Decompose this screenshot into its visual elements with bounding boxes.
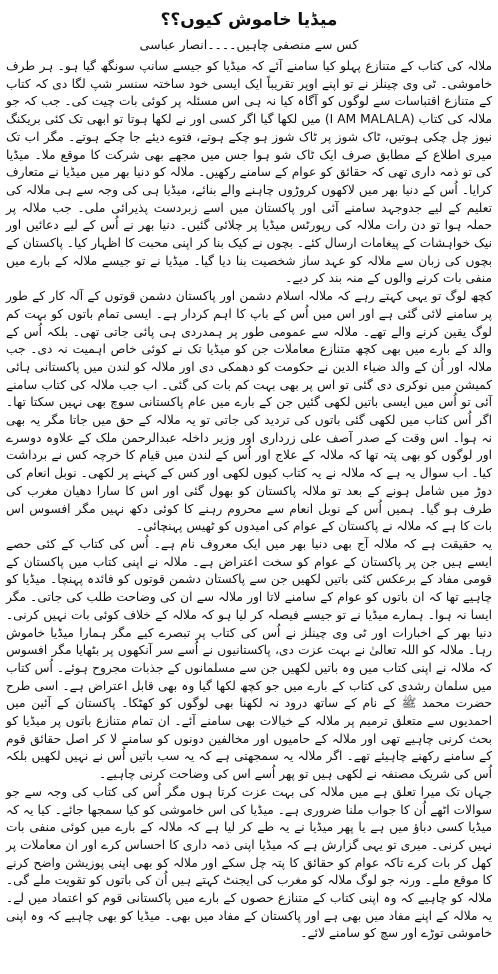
article-paragraph: ملالہ کی کتاب کے متنازع پہلو کیا سامنے آئے کہ میڈیا کو جیسے سانپ سونگھ گیا ہو۔ ہر طرف خاموشی۔ ٹی وی چینلز نے تو اپنے اوپر تقریباً ایک ایسی خود ساختہ سنسر شپ لگا دی کہ کتاب کے متنازع اقتباسات سے لوگوں کو آگاہ کیا نہ ہی اس مسئلہ پر کوئی بات چیت کی۔ جب کہ جو ملالہ کی کتاب (I AM MALALA) میں لکھا گیا اگر کسی اور نے لکھا ہوتا تو ابھی تک کئی بریکنگ نیوز چل چکی ہوتیں، ٹاک شوز پر ٹاک شوز ہو چکے ہوتے، فتوے دیئے جا چکے ہوتے۔ مگر اب تک میری اطلاع کے مطابق صرف ایک ٹاک شو ہوا جس میں مجھے بھی شرکت کا موقع ملا۔ میڈیا کی تو ذمہ داری تھی کہ حقائق کو عوام کے سامنے رکھیں۔ ملالہ کو دنیا بھر میں میڈیا نے متعارف کرایا۔ اُس کے دنیا بھر میں لاکھوں کروڑوں چاہنے والے بنائے، میڈیا ہی کی وجہ سے ہی ملالہ کی تعلیم کے لیے جدوجہد سامنے آئی اور پاکستان میں اسے زبردست پذیرائی ملی۔ جب ملالہ پر حملہ ہوا تو دن رات ملالہ کی رپورٹس میڈیا پر چلائی گئیں۔ دنیا بھر نے اُس کے لیے دعائیں اور نیک خواہشات کے پیغامات ارسال کئے۔ بچوں نے کیک بنا کر اپنی محبت کا اظہار کیا۔ پاکستان کے بچوں کی زبان سے ملالہ کو عہد ساز شخصیت بنا دیا گیا۔ میڈیا نے تو جیسے ملالہ کے بارے میں منفی بات کرنے والوں کے منہ بند کر دیے۔ bbox=[6, 59, 492, 286]
article-paragraph: یہ حقیقت ہے کہ ملالہ آج بھی دنیا بھر میں ایک معروف نام ہے۔ اُس کی کتاب کے کئی حصے ایسے ہیں جن پر پاکستان کے عوام کو سخت اعتراض ہے۔ ملالہ نے اپنی کتاب میں پاکستان کے قومی مفاد کے برعکس کئی باتیں لکھیں جن سے پاکستان دشمن قوتوں کو فائدہ پہنچا۔ میڈیا کو چاہیے تھا کہ ان باتوں کو عوام کے سامنے لاتا اور ملالہ سے ان کی وضاحت طلب کی جاتی۔ مگر ایسا نہ ہوا۔ ہمارے میڈیا نے تو جیسے فیصلہ کر لیا ہو کہ ملالہ کے خلاف کوئی بات نہیں کرنی۔ دنیا بھر کے اخبارات اور ٹی وی چینلز نے اُس کی کتاب پر تبصرے کیے مگر ہمارا میڈیا خاموش رہا۔ ملالہ کو اللہ تعالیٰ نے بہت عزت دی، پاکستانیوں نے اُسے سر آنکھوں پر بٹھایا مگر افسوس کہ ملالہ نے اپنی کتاب میں وہ باتیں لکھیں جن سے مسلمانوں کے جذبات مجروح ہوئے۔ اُس کتاب میں سلمان رشدی کی کتاب کے بارے میں جو کچھ لکھا گیا وہ بھی قابل اعتراض ہے۔ اسی طرح حضرت محمد ﷺ کے نام کے ساتھ درود نہ لکھنا بھی لوگوں کو کھٹکا۔ پاکستان کے آئین میں احمدیوں سے متعلق ترمیم پر ملالہ کے خیالات بھی سامنے آئے۔ ان تمام متنازع باتوں پر میڈیا کو بحث کرنی چاہیے تھی اور ملالہ کے حامیوں اور مخالفین دونوں کو سامنے لا کر اصل حقائق قوم کے سامنے رکھنے چاہیئے تھے۔ اگر ملالہ یہ سمجھتی ہے کہ یہ سب باتیں اُس نے نہیں لکھیں بلکہ اُس کی شریک مصنفہ نے لکھی ہیں تو پھر اُسے اس کی وضاحت کرنی چاہیے۔ bbox=[6, 536, 492, 782]
article-body bbox=[6, 58, 492, 943]
article-title: میڈیا خاموش کیوں؟؟ bbox=[160, 10, 338, 30]
article-paragraph: جہاں تک میرا تعلق ہے میں ملالہ کی بہت عزت کرتا ہوں مگر اُس کی کتاب کی وجہ سے جو سوالات اٹھے اُن کا جواب ملنا ضروری ہے۔ میڈیا کی اس خاموشی کو کیا سمجھا جائے۔ کیا یہ کہ میڈیا کسی دباؤ میں ہے یا پھر میڈیا نے یہ طے کر لیا ہے کہ ملالہ کے بارے میں کوئی منفی بات نہیں کرنی۔ میری تو یہی گزارش ہے کہ میڈیا اپنی ذمہ داری کا احساس کرے اور ان معاملات پر کھل کر بات کرے تاکہ عوام کو حقائق کا پتہ چل سکے اور ملالہ کو بھی اپنی پوزیشن واضح کرنے کا موقع ملے۔ ورنہ جو لوگ ملالہ کو مغرب کی ایجنٹ کہتے ہیں اُن کی باتوں کو تقویت ملے گی۔ ملالہ کو چاہیے کہ وہ اپنی کتاب کے متنازع حصوں کے بارے میں پاکستانی قوم کو اعتماد میں لے۔ یہ ملالہ کے اپنے مفاد میں بھی ہے اور پاکستان کے مفاد میں بھی۔ میڈیا کو بھی چاہیے کہ وہ اپنی خاموشی توڑے اور سچ کو سامنے لائے۔ bbox=[6, 784, 492, 941]
article-paragraph: کچھ لوگ تو یہی کہتے رہے کہ ملالہ اسلام دشمن اور پاکستان دشمن قوتوں کے آلہ کار کے طور پر سامنے لائی گئی ہے اور اس میں اُس کے باپ کا اہم کردار ہے۔ ایسی تمام باتوں کو بہت کم لوگ یقین کرنے والے تھے۔ ملالہ سے عمومی طور پر ہمدردی ہی پائی جاتی تھی۔ بلکہ اُس کے والد کے بارے میں بھی کچھ متنازع معاملات جن کو میڈیا تک نے کوئی خاص اہمیت نہ دی۔ جب ملالہ اور اُن کے والد ضیاء الدین نے حکومت کو دھمکی دی اور ملالہ کو لندن میں پاکستانی ہائی کمیشن میں نوکری دی گئی تو اس پر بھی بہت کم بات کی گئی۔ اب جب ملالہ کی کتاب سامنے آئی تو اُس میں ایسی باتیں لکھی گئیں جن کے بارے میں عام پاکستانی سوچ بھی نہیں سکتا تھا۔ اگر اُس کتاب میں لکھی گئی باتوں کی تردید کی جاتی تو یہ ملالہ کے حق میں جاتا مگر یہ بھی نہ ہوا۔ اس وقت کے صدر آصف علی زرداری اور وزیر داخلہ عبدالرحمن ملک کے علاوہ دوسرے اور لوگوں کو بھی پتہ تھا کہ ملالہ کے علاج اور اُس کے لندن میں قیام کا خرچہ کس نے برداشت کیا۔ اب سوال یہ ہے کہ ملالہ نے یہ کتاب کیوں لکھی اور کس کے کہنے پر لکھی۔ نوبل انعام کی دوڑ میں شامل ہونے کے بعد تو ملالہ پاکستان کو بھول گئی اور اس کا سارا دھیان مغرب کی طرف ہو گیا۔ ہمیں اُس کے نوبل انعام سے محروم رہنے کا کوئی دکھ نہیں مگر افسوس اس بات کا ہے کہ ملالہ نے پاکستان کے عوام کی امیدوں کو ٹھیس پہنچائی۔ bbox=[6, 289, 492, 534]
article-byline: کس سے منصفی چاہیں۔۔۔۔انصار عباسی bbox=[139, 37, 359, 52]
